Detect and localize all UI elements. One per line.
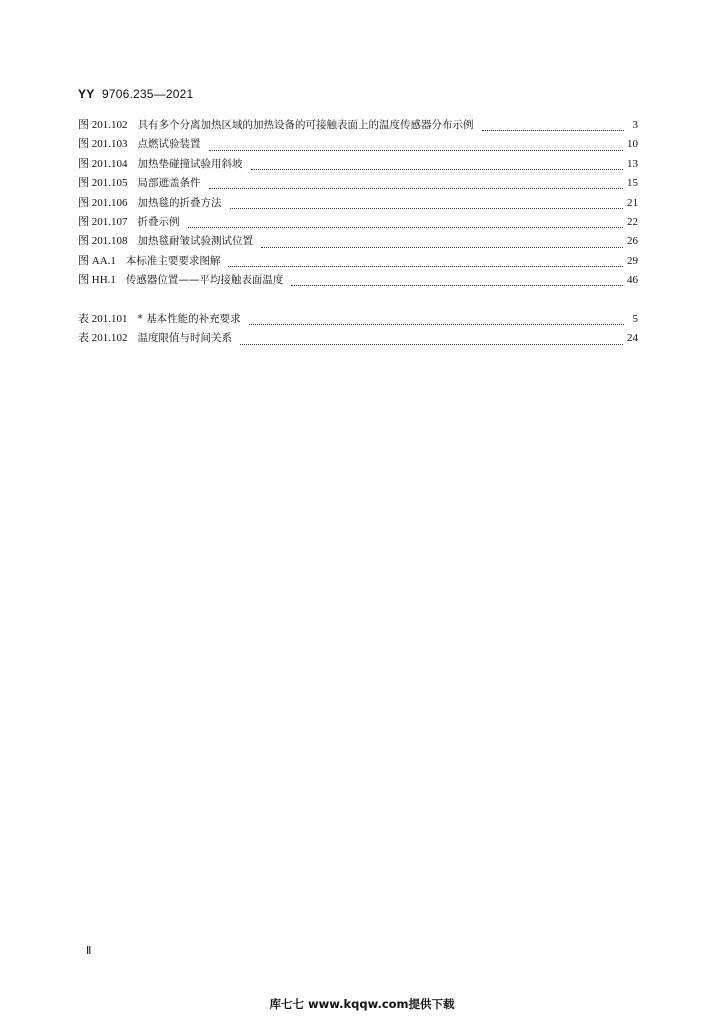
figure-list <box>78 116 638 291</box>
toc-entry-title: 本标准主要要求图解 <box>125 254 221 267</box>
toc-entry-page: 13 <box>627 157 638 170</box>
toc-entry-page: 46 <box>627 274 638 287</box>
dot-leader <box>209 142 624 151</box>
dot-leader <box>230 200 624 209</box>
toc-entry-label: 图 201.103 <box>78 138 128 151</box>
toc-entry-label: 图 201.106 <box>78 196 128 209</box>
toc-entry-page: 21 <box>627 196 638 209</box>
toc-entry-label: 图 201.108 <box>78 235 128 248</box>
toc-entry-figure-201-104[interactable] <box>78 155 638 174</box>
toc-entry-page: 24 <box>627 332 638 345</box>
toc-entry-page: 15 <box>627 177 638 190</box>
toc-entry-title: * 基本性能的补充要求 <box>137 313 241 325</box>
toc-entry-title: 传感器位置——平均接触表面温度 <box>125 274 284 287</box>
standard-prefix: YY <box>78 87 95 101</box>
toc-entry-table-201-102[interactable] <box>78 329 638 348</box>
toc-entry-label: 图 AA.1 <box>78 254 116 267</box>
dot-leader <box>291 277 623 286</box>
toc-entry-page: 22 <box>627 215 638 228</box>
toc-entry-title: 具有多个分离加热区域的加热设备的可接触表面上的温度传感器分布示例 <box>137 119 474 131</box>
toc-entry-label: 图 201.105 <box>78 177 128 190</box>
toc-entry-title: 局部遮盖条件 <box>137 177 201 190</box>
toc-entry-title: 加热毯耐皱试验测试位置 <box>137 235 253 248</box>
download-footer: 库七七 www.kqqw.com提供下载 <box>269 997 455 1011</box>
dot-leader <box>251 161 624 170</box>
toc-entry-figure-aa-1[interactable] <box>78 252 638 271</box>
dot-leader <box>482 122 625 131</box>
page-number: Ⅱ <box>86 945 92 957</box>
toc-entry-label: 图 201.102 <box>78 119 128 131</box>
toc-entry-title: 折叠示例 <box>137 215 180 228</box>
table-list <box>78 310 638 349</box>
dot-leader <box>261 239 623 248</box>
toc-entry-page: 3 <box>632 119 638 131</box>
toc-entry-title: 点燃试验装置 <box>137 138 201 151</box>
toc-entry-page: 10 <box>627 138 638 151</box>
toc-entry-title: 加热垫碰撞试验用斜坡 <box>137 157 243 170</box>
toc-entry-label: 图 201.104 <box>78 157 128 170</box>
dot-leader <box>240 336 623 345</box>
standard-header <box>78 87 193 101</box>
toc-entry-label: 表 201.101 <box>78 313 128 325</box>
toc-entry-figure-201-102[interactable] <box>78 116 638 135</box>
dot-leader <box>249 316 624 325</box>
toc-entry-figure-201-105[interactable] <box>78 174 638 193</box>
toc-entry-figure-201-103[interactable] <box>78 135 638 154</box>
toc-entry-title: 加热毯的折叠方法 <box>137 196 222 209</box>
toc-entry-figure-201-108[interactable] <box>78 232 638 251</box>
toc-entry-label: 图 HH.1 <box>78 274 116 287</box>
toc-entry-title: 温度限值与时间关系 <box>137 332 232 345</box>
toc-entry-page: 29 <box>627 254 638 267</box>
toc-entry-figure-201-106[interactable] <box>78 194 638 213</box>
dot-leader <box>228 258 623 267</box>
dot-leader <box>188 219 624 228</box>
toc-entry-page: 5 <box>632 313 638 325</box>
toc-entry-label: 图 201.107 <box>78 215 128 228</box>
standard-code: 9706.235—2021 <box>101 87 194 101</box>
toc-entry-label: 表 201.102 <box>78 332 128 345</box>
toc-entry-page: 26 <box>627 235 638 248</box>
toc-entry-figure-201-107[interactable] <box>78 213 638 232</box>
dot-leader <box>209 180 624 189</box>
toc-entry-table-201-101[interactable] <box>78 310 638 329</box>
toc-entry-figure-hh-1[interactable] <box>78 271 638 290</box>
